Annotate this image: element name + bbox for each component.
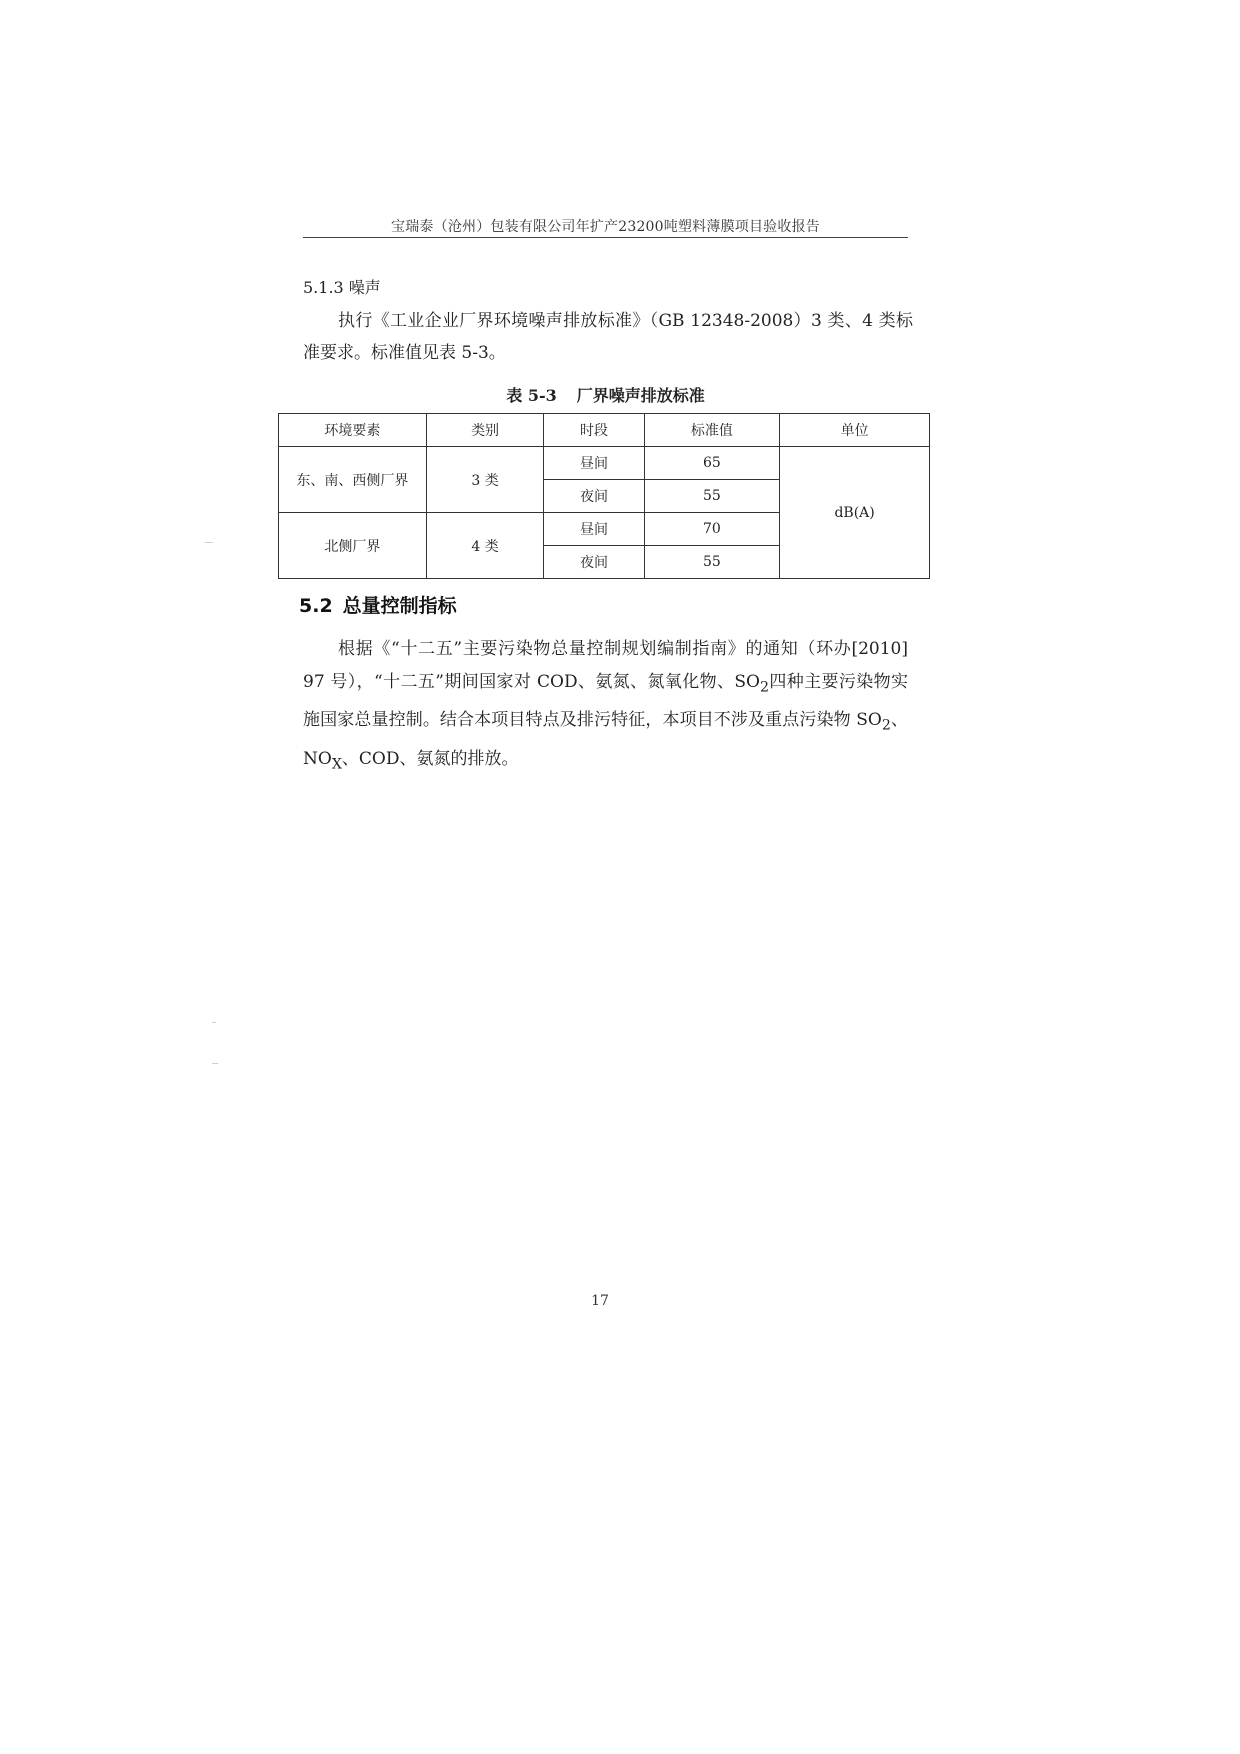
header-cell-unit: 单位 xyxy=(780,414,930,447)
cell-category: 4 类 xyxy=(426,513,544,579)
cell-period: 昼间 xyxy=(544,513,644,546)
subscript: 2 xyxy=(881,717,891,734)
header-rule xyxy=(303,237,908,238)
cell-period: 夜间 xyxy=(544,480,644,513)
table-row xyxy=(279,447,930,480)
section-title xyxy=(299,591,457,618)
table-header-row xyxy=(279,414,930,447)
scan-artifact xyxy=(212,1022,216,1023)
page-number: 17 xyxy=(591,1293,609,1309)
paragraph-text: 、COD、氨氮的排放。 xyxy=(341,748,519,769)
header-cell-value: 标准值 xyxy=(644,414,780,447)
running-header: 宝瑞泰（沧州）包装有限公司年扩产23200吨塑料薄膜项目验收报告 xyxy=(391,219,820,235)
total-control-paragraph xyxy=(303,633,908,781)
subscript: 2 xyxy=(759,679,769,696)
cell-period: 昼间 xyxy=(544,447,644,480)
table-caption xyxy=(303,383,908,406)
scan-artifact xyxy=(212,1063,218,1064)
cell-value: 70 xyxy=(644,513,780,546)
cell-unit: dB(A) xyxy=(780,447,930,579)
cell-value: 55 xyxy=(644,546,780,579)
scan-artifact xyxy=(205,542,213,543)
cell-period: 夜间 xyxy=(544,546,644,579)
cell-category: 3 类 xyxy=(426,447,544,513)
cell-element: 北侧厂界 xyxy=(279,513,427,579)
section-title-text: 总量控制指标 xyxy=(342,595,457,617)
cell-value: 65 xyxy=(644,447,780,480)
section-number: 5.2 xyxy=(299,595,333,617)
header-cell-period: 时段 xyxy=(544,414,644,447)
paragraph-text: 、NO xyxy=(303,710,908,769)
subsection-title: 5.1.3 噪声 xyxy=(303,278,381,297)
table-caption-number: 表 5-3 xyxy=(506,386,557,405)
subscript: X xyxy=(331,756,342,773)
paragraph-text: 四种主要污染物实施国家总量控制。结合本项目特点及排污特征，本项目不涉及重点污染物 SO xyxy=(303,672,908,731)
cell-element: 东、南、西侧厂界 xyxy=(279,447,427,513)
header-cell-element: 环境要素 xyxy=(279,414,427,447)
header-cell-category: 类别 xyxy=(426,414,544,447)
noise-standard-table xyxy=(278,413,930,579)
table-caption-title: 厂界噪声排放标准 xyxy=(576,386,705,405)
cell-value: 55 xyxy=(644,480,780,513)
noise-paragraph: 执行《工业企业厂界环境噪声排放标准》（GB 12348-2008）3 类、4 类标准要求。标准值见表 5-3。 xyxy=(303,311,913,363)
paragraph-text: 根据《“十二五”主要污染物总量控制规划编制指南》的通知（环办[2010] 97 号），“十二五”期间国家对 COD、氨氮、氮氧化物、SO xyxy=(303,639,908,692)
